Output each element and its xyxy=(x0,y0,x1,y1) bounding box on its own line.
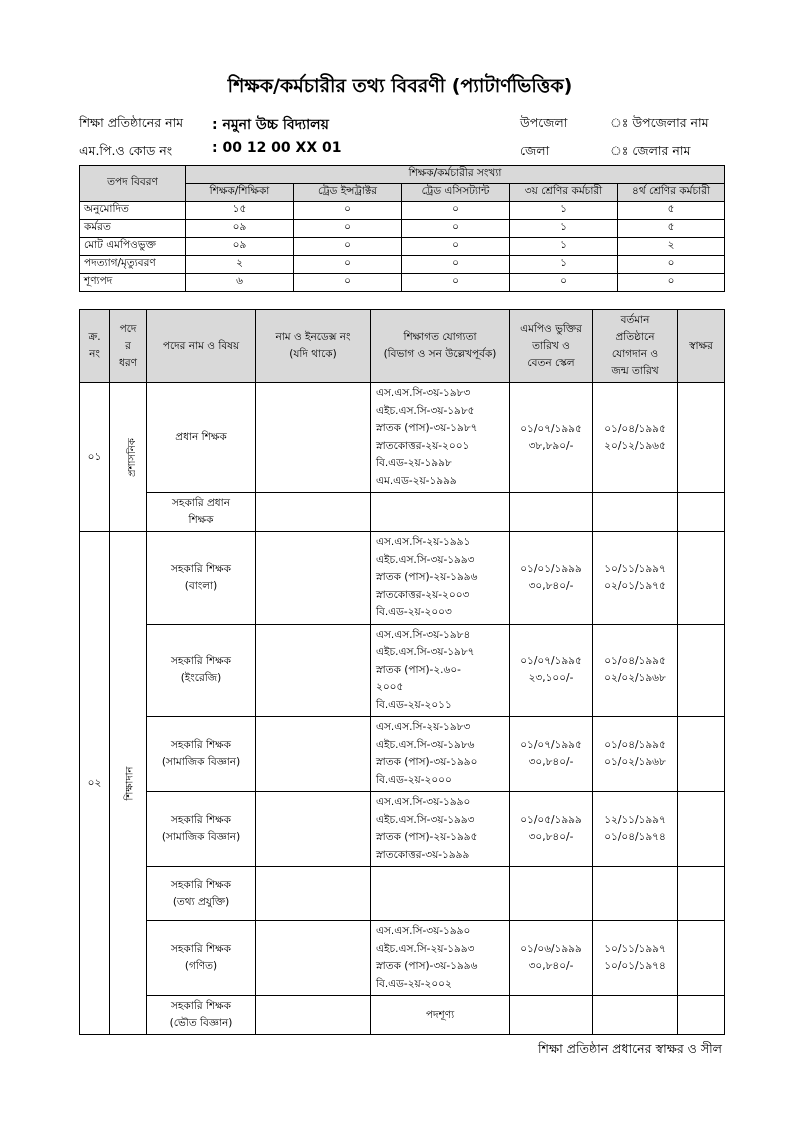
summary-cell: ০৯ xyxy=(186,220,294,238)
post-name-cell: সহকারি শিক্ষক (ইংরেজি) xyxy=(147,624,256,717)
signature-cell xyxy=(678,717,725,792)
mpo-date-cell xyxy=(510,867,593,921)
qualification-cell xyxy=(371,867,510,921)
summary-row xyxy=(80,256,725,274)
signature-cell xyxy=(678,792,725,867)
mpo-date-cell: ০১/০৫/১৯৯৯ ৩০,৮৪০/- xyxy=(510,792,593,867)
summary-cell: ১ xyxy=(510,256,618,274)
summary-column-header: ট্রেড ইন্সট্রাক্টর xyxy=(294,184,402,202)
signature-cell xyxy=(678,624,725,717)
staff-row xyxy=(80,493,725,532)
upazila-label: উপজেলা xyxy=(520,115,568,130)
summary-cell: ০ xyxy=(294,256,402,274)
name-index-cell xyxy=(256,921,371,996)
summary-cell: ১ xyxy=(510,202,618,220)
summary-row xyxy=(80,220,725,238)
name-index-cell xyxy=(256,383,371,493)
summary-row-label: পদত্যাগ/মৃত্যুবরণ xyxy=(80,256,186,274)
staff-row xyxy=(80,792,725,867)
name-index-cell xyxy=(256,624,371,717)
qualification-cell: এস.এস.সি-৩য়-১৯৯০ এইচ.এস.সি-৩য়-১৯৯৩ স্নাতক (পাস)-২য়-১৯৯৫ স্নাতকোত্তর-৩য়-১৯৯৯ xyxy=(371,792,510,867)
qualification-cell: এস.এস.সি-৩য়-১৯৮৪ এইচ.এস.সি-৩য়-১৯৮৭ স্নাতক (পাস)-২.৬০- ২০০৫ বি.এড-২য়-২০১১ xyxy=(371,624,510,717)
mpo-date-cell: ০১/০১/১৯৯৯ ৩০,৮৪০/- xyxy=(510,532,593,625)
post-type-cell: প্রশাসনিক xyxy=(110,383,147,532)
summary-cell: ০ xyxy=(294,220,402,238)
staff-row xyxy=(80,383,725,493)
summary-cell: ০ xyxy=(402,256,510,274)
institution-value: : নমুনা উচ্চ বিদ্যালয় xyxy=(212,117,329,133)
district-value: ঃ জেলার নাম xyxy=(610,143,691,158)
summary-cell: ৫ xyxy=(618,220,725,238)
upazila-value: ঃ উপজেলার নাম xyxy=(610,115,709,130)
joining-date-cell: ১২/১১/১৯৯৭ ০১/০৪/১৯৭৪ xyxy=(593,792,678,867)
summary-cell: ২ xyxy=(186,256,294,274)
header-post-name: পদের নাম ও বিষয় xyxy=(147,310,256,383)
summary-table xyxy=(79,165,725,292)
header-signature: স্বাক্ষর xyxy=(678,310,725,383)
staff-row xyxy=(80,717,725,792)
summary-cell: ০ xyxy=(618,274,725,292)
name-index-cell xyxy=(256,996,371,1035)
serial-cell: ০১ xyxy=(80,383,110,532)
summary-cell: ৫ xyxy=(618,202,725,220)
summary-cell: ০৯ xyxy=(186,238,294,256)
mpo-date-cell: ০১/০৭/১৯৯৫ ৩৮,৮৯০/- xyxy=(510,383,593,493)
mpo-date-cell: ০১/০৬/১৯৯৯ ৩০,৮৪০/- xyxy=(510,921,593,996)
header-qualification: শিক্ষাগত যোগ্যতা (বিভাগ ও সন উল্লেখপূর্বক) xyxy=(371,310,510,383)
summary-cell: ১৫ xyxy=(186,202,294,220)
page-title: শিক্ষক/কর্মচারীর তথ্য বিবরণী (প্যাটার্ণভিত্তিক) xyxy=(227,75,573,97)
name-index-cell xyxy=(256,792,371,867)
qualification-cell: এস.এস.সি-৩য়-১৯৮৩ এইচ.এস.সি-৩য়-১৯৮৫ স্নাতক (পাস)-৩য়-১৯৮৭ স্নাতকোত্তর-২য়-২০০১ বি.এড-২য়-১৯৯৮ এম.এড-২য়-১৯৯৯ xyxy=(371,383,510,493)
summary-column-header: ৩য় শ্রেণির কর্মচারী xyxy=(510,184,618,202)
mpo-date-cell xyxy=(510,996,593,1035)
staff-row xyxy=(80,532,725,625)
joining-date-cell xyxy=(593,493,678,532)
summary-row xyxy=(80,274,725,292)
staff-row xyxy=(80,996,725,1035)
head-signature-note: শিক্ষা প্রতিষ্ঠান প্রধানের স্বাক্ষর ও সীল xyxy=(537,1041,722,1056)
summary-row-label: কর্মরত xyxy=(80,220,186,238)
qualification-cell: পদশূণ্য xyxy=(371,996,510,1035)
qualification-cell: এস.এস.সি-৩য়-১৯৯০ এইচ.এস.সি-২য়-১৯৯৩ স্নাতক (পাস)-৩য়-১৯৯৬ বি.এড-২য়-২০০২ xyxy=(371,921,510,996)
mpo-code-value: : 00 12 00 XX 01 xyxy=(212,140,342,156)
joining-date-cell: ০১/০৪/১৯৯৫ ২০/১২/১৯৬৫ xyxy=(593,383,678,493)
summary-cell: ০ xyxy=(294,274,402,292)
joining-date-cell: ১০/১১/১৯৯৭ ১০/০১/১৯৭৪ xyxy=(593,921,678,996)
post-name-cell: সহকারি শিক্ষক (তথ্য প্রযুক্তি) xyxy=(147,867,256,921)
signature-cell xyxy=(678,493,725,532)
header-name-index: নাম ও ইনডেক্স নং (যদি থাকে) xyxy=(256,310,371,383)
post-name-cell: সহকারি শিক্ষক (সামাজিক বিজ্ঞান) xyxy=(147,717,256,792)
summary-cell: ৬ xyxy=(186,274,294,292)
header-mpo-date: এমপিও ভুক্তির তারিখ ও বেতন স্কেল xyxy=(510,310,593,383)
summary-cell: ১ xyxy=(510,220,618,238)
name-index-cell xyxy=(256,867,371,921)
signature-cell xyxy=(678,532,725,625)
summary-group-header: শিক্ষক/কর্মচারীর সংখ্যা xyxy=(186,166,725,184)
summary-row-label: শূণ্যপদ xyxy=(80,274,186,292)
summary-cell: ১ xyxy=(510,238,618,256)
summary-row-label: মোট এমপিওভুক্ত xyxy=(80,238,186,256)
joining-date-cell: ০১/০৪/১৯৯৫ ০১/০২/১৯৬৮ xyxy=(593,717,678,792)
signature-cell xyxy=(678,996,725,1035)
name-index-cell xyxy=(256,717,371,792)
signature-cell xyxy=(678,383,725,493)
summary-cell: ২ xyxy=(618,238,725,256)
summary-column-header: ট্রেড এসিসট্যান্ট xyxy=(402,184,510,202)
post-name-cell: সহকারি শিক্ষক (বাংলা) xyxy=(147,532,256,625)
name-index-cell xyxy=(256,532,371,625)
summary-row xyxy=(80,202,725,220)
signature-cell xyxy=(678,921,725,996)
header-joining-date: বর্তমান প্রতিষ্ঠানে যোগদান ও জন্ম তারিখ xyxy=(593,310,678,383)
post-name-cell: সহকারি শিক্ষক (সামাজিক বিজ্ঞান) xyxy=(147,792,256,867)
summary-cell: ০ xyxy=(402,238,510,256)
name-index-cell xyxy=(256,493,371,532)
joining-date-cell: ০১/০৪/১৯৯৫ ০২/০২/১৯৬৮ xyxy=(593,624,678,717)
post-name-cell: সহকারি শিক্ষক (ভৌত বিজ্ঞান) xyxy=(147,996,256,1035)
qualification-cell: এস.এস.সি-২য়-১৯৯১ এইচ.এস.সি-৩য়-১৯৯৩ স্নাতক (পাস)-২য়-১৯৯৬ স্নাতকোত্তর-২য়-২০০৩ বি.এড-২য়-২০০৩ xyxy=(371,532,510,625)
summary-column-header: শিক্ষক/শিক্ষিকা xyxy=(186,184,294,202)
staff-row xyxy=(80,867,725,921)
summary-cell: ০ xyxy=(402,274,510,292)
summary-cell: ০ xyxy=(294,238,402,256)
staff-detail-table xyxy=(79,309,725,1035)
joining-date-cell xyxy=(593,867,678,921)
header-serial: ক্র. নং xyxy=(80,310,110,383)
header-post-type: পদে র ধরণ xyxy=(110,310,147,383)
summary-cell: ০ xyxy=(402,220,510,238)
staff-row xyxy=(80,921,725,996)
summary-row-label: অনুমোদিত xyxy=(80,202,186,220)
summary-cell: ০ xyxy=(402,202,510,220)
mpo-code-label: এম.পি.ও কোড নং xyxy=(79,143,173,158)
signature-cell xyxy=(678,867,725,921)
summary-column-header: ৪র্থ শ্রেণির কর্মচারী xyxy=(618,184,725,202)
qualification-cell xyxy=(371,493,510,532)
post-name-cell: সহকারি শিক্ষক (গণিত) xyxy=(147,921,256,996)
district-label: জেলা xyxy=(520,143,550,158)
summary-cell: ০ xyxy=(510,274,618,292)
post-name-cell: প্রধান শিক্ষক xyxy=(147,383,256,493)
joining-date-cell: ১০/১১/১৯৯৭ ০২/০১/১৯৭৫ xyxy=(593,532,678,625)
qualification-cell: এস.এস.সি-২য়-১৯৮৩ এইচ.এস.সি-৩য়-১৯৮৬ স্নাতক (পাস)-৩য়-১৯৯০ বি.এড-২য়-২০০০ xyxy=(371,717,510,792)
summary-row-header: তপদ বিবরণ xyxy=(80,166,186,202)
joining-date-cell xyxy=(593,996,678,1035)
staff-row xyxy=(80,624,725,717)
post-type-cell: শিক্ষাদান xyxy=(110,532,147,1035)
summary-cell: ০ xyxy=(294,202,402,220)
summary-cell: ০ xyxy=(618,256,725,274)
serial-cell: ০২ xyxy=(80,532,110,1035)
mpo-date-cell: ০১/০৭/১৯৯৫ ৩০,৮৪০/- xyxy=(510,717,593,792)
post-name-cell: সহকারি প্রধান শিক্ষক xyxy=(147,493,256,532)
institution-label: শিক্ষা প্রতিষ্ঠানের নাম xyxy=(79,115,184,130)
mpo-date-cell: ০১/০৭/১৯৯৫ ২৩,১০০/- xyxy=(510,624,593,717)
mpo-date-cell xyxy=(510,493,593,532)
summary-row xyxy=(80,238,725,256)
